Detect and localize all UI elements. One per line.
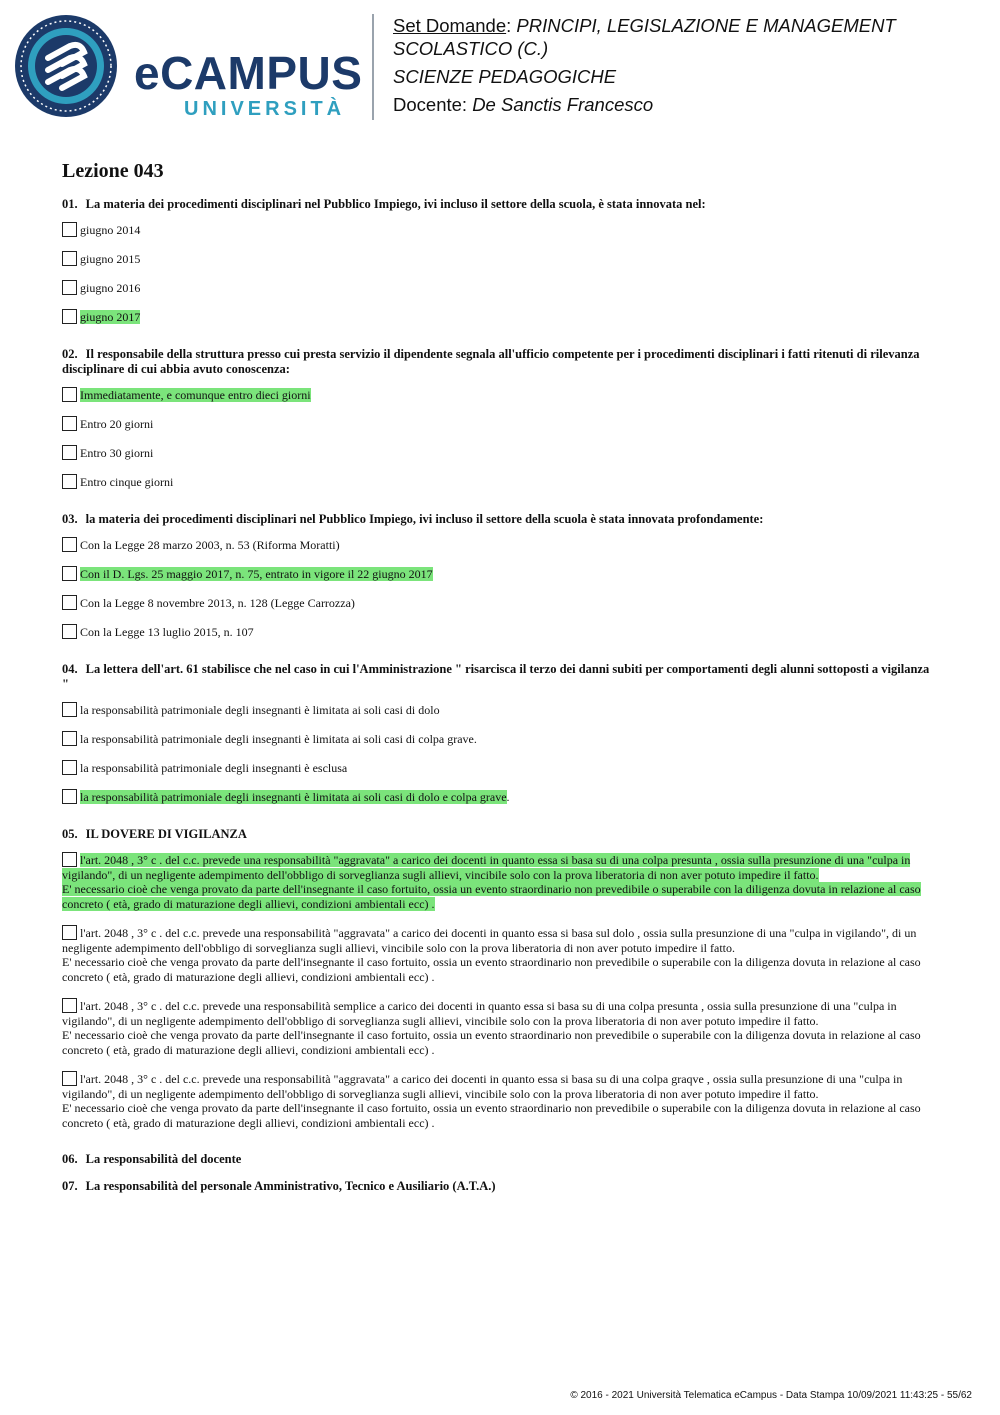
answer-option bbox=[62, 445, 934, 461]
question-number: 07. bbox=[62, 1179, 78, 1193]
question-text bbox=[62, 347, 934, 377]
question-text bbox=[62, 197, 934, 212]
question bbox=[62, 347, 934, 490]
course-info bbox=[393, 14, 973, 121]
answer-checkbox[interactable] bbox=[62, 566, 77, 581]
answer-option bbox=[62, 474, 934, 490]
logo-subtitle: UNIVERSITÀ bbox=[184, 98, 346, 120]
answer-text: Con la Legge 13 luglio 2015, n. 107 bbox=[80, 625, 254, 639]
question bbox=[62, 197, 934, 325]
degree-name: SCIENZE PEDAGOGICHE bbox=[393, 66, 617, 87]
answer-checkbox[interactable] bbox=[62, 760, 77, 775]
answer-checkbox[interactable] bbox=[62, 280, 77, 295]
page-footer: © 2016 - 2021 Università Telematica eCampus - Data Stampa 10/09/2021 11:43:25 - 55/62 bbox=[570, 1390, 972, 1401]
question-text bbox=[62, 827, 934, 842]
answer-text: Entro cinque giorni bbox=[80, 475, 174, 489]
answer-text: Entro 30 giorni bbox=[80, 446, 154, 460]
answer-checkbox[interactable] bbox=[62, 925, 77, 940]
question-label: La materia dei procedimenti disciplinari nel Pubblico Impiego, ivi incluso il settore della scuola, è stata innovata nel: bbox=[85, 197, 706, 211]
answer-option bbox=[62, 222, 934, 238]
question-text bbox=[62, 662, 934, 692]
answer-text-correct: giugno 2017 bbox=[80, 310, 141, 324]
ecampus-logo bbox=[14, 14, 364, 124]
answer-text: la responsabilità patrimoniale degli insegnanti è limitata ai soli casi di colpa grave. bbox=[80, 732, 477, 746]
question-label: La responsabilità del personale Amministrativo, Tecnico e Ausiliario (A.T.A.) bbox=[85, 1179, 496, 1193]
answer-checkbox[interactable] bbox=[62, 251, 77, 266]
answer-text: Con la Legge 8 novembre 2013, n. 128 (Legge Carrozza) bbox=[80, 596, 355, 610]
answer-text: la responsabilità patrimoniale degli insegnanti è esclusa bbox=[80, 761, 348, 775]
degree-line bbox=[393, 65, 973, 88]
answer-checkbox[interactable] bbox=[62, 474, 77, 489]
answer-text: l'art. 2048 , 3° c . del c.c. prevede una responsabilità "aggravata" a carico dei docenti in quanto essa si basa su di una colpa graqve , ossia sulla presunzione di una "culpa in vigilando", di un negligente adempimento dell'obbligo di sorveglianza sugli allievi, vincibile solo con la prova liberatoria di non aver potuto impedire il fatto. bbox=[62, 1072, 903, 1101]
answer-checkbox[interactable] bbox=[62, 624, 77, 639]
answer-text-continuation: E' necessario cioè che venga provato da parte dell'insegnante il caso fortuito, ossia un evento straordinario non prevedibile o superabile con la diligenza dovuta in relazione al caso concreto ( età, grado di maturazione degli allievi, condizioni ambientali ecc) . bbox=[62, 955, 921, 984]
answer-option bbox=[62, 416, 934, 432]
answer-text: la responsabilità patrimoniale degli insegnanti è limitata ai soli casi di dolo bbox=[80, 703, 440, 717]
answer-text-correct: la responsabilità patrimoniale degli insegnanti è limitata ai soli casi di dolo e colpa grave bbox=[80, 790, 507, 804]
teacher-label: Docente: bbox=[393, 94, 468, 115]
answer-option bbox=[62, 566, 934, 582]
answer-text-correct: Immediatamente, e comunque entro dieci giorni bbox=[80, 388, 311, 402]
set-label: Set Domande bbox=[393, 15, 507, 36]
lesson-title: Lezione 043 bbox=[62, 160, 164, 182]
answer-option bbox=[62, 1071, 934, 1130]
answer-checkbox[interactable] bbox=[62, 416, 77, 431]
answer-text: giugno 2016 bbox=[80, 281, 141, 295]
answer-checkbox[interactable] bbox=[62, 537, 77, 552]
answer-checkbox[interactable] bbox=[62, 595, 77, 610]
answer-text-continuation: E' necessario cioè che venga provato da parte dell'insegnante il caso fortuito, ossia un evento straordinario non prevedibile o superabile con la diligenza dovuta in relazione al caso concreto ( età, grado di maturazione degli allievi, condizioni ambientali ecc) . bbox=[62, 1101, 921, 1130]
answer-option bbox=[62, 624, 934, 640]
answer-text-continuation: E' necessario cioè che venga provato da parte dell'insegnante il caso fortuito, ossia un evento straordinario non prevedibile o superabile con la diligenza dovuta in relazione al caso concreto ( età, grado di maturazione degli allievi, condizioni ambientali ecc) . bbox=[62, 1028, 921, 1057]
question-list bbox=[62, 197, 934, 1194]
answer-option bbox=[62, 387, 934, 403]
question-number: 02. bbox=[62, 347, 78, 361]
answer-text: giugno 2015 bbox=[80, 252, 141, 266]
teacher-name: De Sanctis Francesco bbox=[472, 94, 654, 115]
question-number: 03. bbox=[62, 512, 78, 526]
question-number: 01. bbox=[62, 197, 78, 211]
answer-checkbox[interactable] bbox=[62, 789, 77, 804]
answer-text: Entro 20 giorni bbox=[80, 417, 154, 431]
answer-checkbox[interactable] bbox=[62, 309, 77, 324]
question bbox=[62, 1152, 934, 1167]
answer-option bbox=[62, 309, 934, 325]
logo-wordmark: eCAMPUS bbox=[134, 47, 363, 99]
question-set bbox=[62, 160, 934, 1208]
answer-option bbox=[62, 925, 934, 984]
answer-checkbox[interactable] bbox=[62, 445, 77, 460]
question-label: IL DOVERE DI VIGILANZA bbox=[85, 827, 247, 841]
question bbox=[62, 1179, 934, 1194]
answer-option bbox=[62, 537, 934, 553]
course-name: PRINCIPI, LEGISLAZIONE E MANAGEMENT SCOLASTICO (C.) bbox=[393, 15, 896, 59]
answer-text: l'art. 2048 , 3° c . del c.c. prevede una responsabilità semplice a carico dei docenti in quanto essa si basa su di una colpa presunta , ossia sulla presunzione di una "culpa in vigilando", di un negligente adempimento dell'obbligo di sorveglianza sugli allievi, vincibile solo con la prova liberatoria di non aver potuto impedire il fatto. bbox=[62, 999, 897, 1028]
answer-checkbox[interactable] bbox=[62, 731, 77, 746]
course-line: Set Domande: PRINCIPI, LEGISLAZIONE E MANAGEMENT SCOLASTICO (C.) bbox=[393, 15, 896, 59]
header-divider bbox=[372, 14, 374, 120]
question-label: La lettera dell'art. 61 stabilisce che nel caso in cui l'Amministrazione " risarcisca il terzo dei danni subiti per comportamenti degli alunni sottoposti a vigilanza " bbox=[62, 662, 930, 691]
answer-checkbox[interactable] bbox=[62, 222, 77, 237]
question-number: 04. bbox=[62, 662, 78, 676]
question-label: La responsabilità del docente bbox=[85, 1152, 242, 1166]
answer-text-continuation: E' necessario cioè che venga provato da parte dell'insegnante il caso fortuito, ossia un evento straordinario non prevedibile o superabile con la diligenza dovuta in relazione al caso concreto ( età, grado di maturazione degli allievi, condizioni ambientali ecc) . bbox=[62, 882, 921, 911]
answer-option bbox=[62, 595, 934, 611]
answer-text: giugno 2014 bbox=[80, 223, 141, 237]
question-text bbox=[62, 512, 934, 527]
answer-text-correct: Con il D. Lgs. 25 maggio 2017, n. 75, entrato in vigore il 22 giugno 2017 bbox=[80, 567, 433, 581]
answer-checkbox[interactable] bbox=[62, 998, 77, 1013]
answer-option bbox=[62, 280, 934, 296]
teacher-line bbox=[393, 93, 973, 116]
answer-text: Con la Legge 28 marzo 2003, n. 53 (Riforma Moratti) bbox=[80, 538, 340, 552]
question-label: Il responsabile della struttura presso cui presta servizio il dipendente segnala all'ufficio competente per i procedimenti disciplinari i fatti ritenuti di rilevanza disciplinare di cui abbia avuto conoscenza: bbox=[62, 347, 920, 376]
answer-checkbox[interactable] bbox=[62, 387, 77, 402]
answer-suffix: . bbox=[506, 790, 510, 804]
page-header bbox=[0, 0, 1000, 130]
answer-checkbox[interactable] bbox=[62, 1071, 77, 1086]
question-text bbox=[62, 1152, 934, 1167]
answer-option bbox=[62, 760, 934, 776]
question-number: 05. bbox=[62, 827, 78, 841]
answer-option bbox=[62, 702, 934, 718]
answer-option bbox=[62, 789, 934, 805]
answer-option bbox=[62, 852, 934, 911]
answer-checkbox[interactable] bbox=[62, 852, 77, 867]
question bbox=[62, 512, 934, 640]
answer-text-correct: l'art. 2048 , 3° c . del c.c. prevede una responsabilità "aggravata" a carico dei docenti in quanto essa si basa su di una colpa presunta , ossia sulla presunzione di una "culpa in vigilando", di un negligente adempimento dell'obbligo di sorveglianza sugli allievi, vincibile solo con la prova liberatoria di non aver potuto impedire il fatto. bbox=[62, 853, 911, 882]
question-text bbox=[62, 1179, 934, 1194]
answer-option bbox=[62, 731, 934, 747]
ecampus-seal-icon bbox=[14, 14, 118, 118]
answer-checkbox[interactable] bbox=[62, 702, 77, 717]
question-label: la materia dei procedimenti disciplinari nel Pubblico Impiego, ivi incluso il settore della scuola è stata innovata profondamente: bbox=[85, 512, 764, 526]
answer-option bbox=[62, 998, 934, 1057]
question bbox=[62, 662, 934, 805]
question-number: 06. bbox=[62, 1152, 78, 1166]
answer-option bbox=[62, 251, 934, 267]
question bbox=[62, 827, 934, 1130]
answer-text: l'art. 2048 , 3° c . del c.c. prevede una responsabilità "aggravata" a carico dei docenti in quanto essa si basa sul dolo , ossia sulla presunzione di una "culpa in vigilando", di un negligente adempimento dell'obbligo di sorveglianza sugli allievi, vincibile solo con la prova liberatoria di non aver potuto impedire il fatto. bbox=[62, 926, 917, 955]
